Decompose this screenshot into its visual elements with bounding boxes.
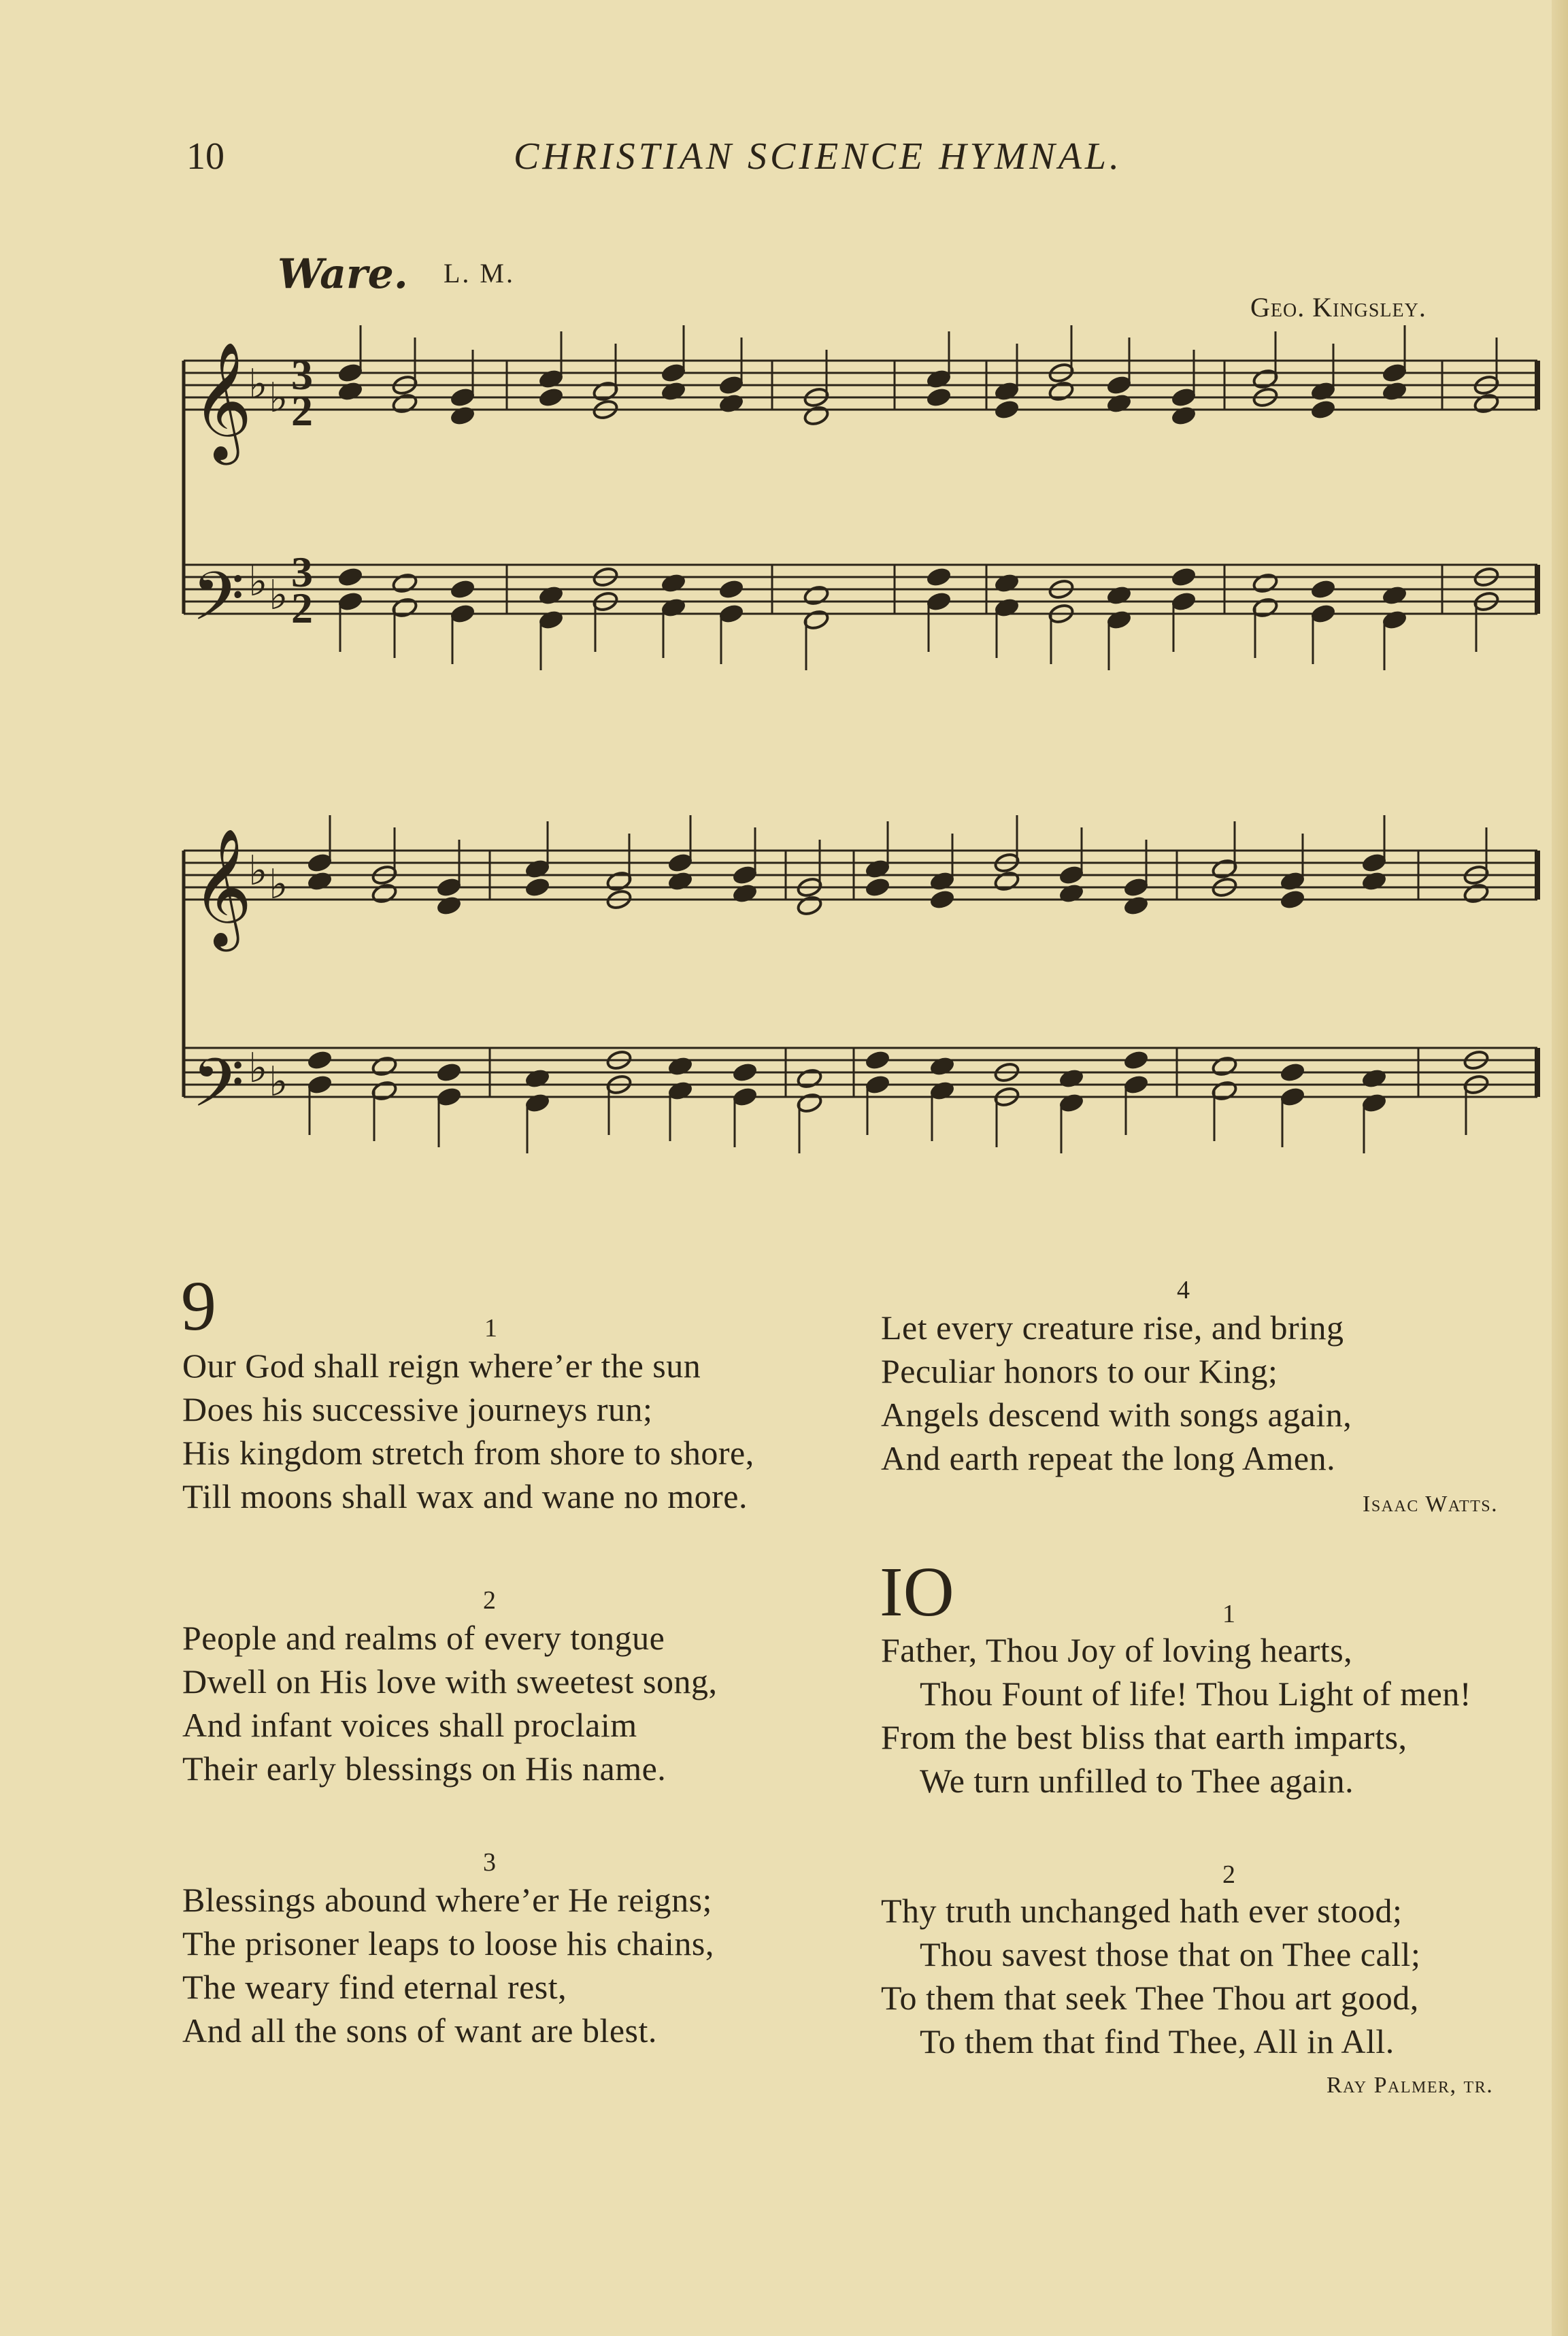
verse-number: 1	[1222, 1600, 1235, 1628]
verse-line: Angels descend with songs again,	[881, 1396, 1352, 1434]
verse-line: Thy truth unchanged hath ever stood;	[881, 1892, 1403, 1930]
note-head	[1310, 578, 1336, 600]
note-head	[435, 1062, 462, 1083]
note-head	[718, 393, 744, 414]
note-head	[660, 380, 686, 402]
note-head	[337, 380, 363, 402]
note-head	[449, 578, 476, 600]
running-title: CHRISTIAN SCIENCE HYMNAL.	[514, 135, 1123, 178]
time-sig-bottom-bass: 2	[291, 584, 313, 632]
note-head	[929, 1055, 955, 1077]
verse-line: To them that seek Thee Thou art good,	[881, 1979, 1419, 2017]
verse-line: Let every creature rise, and bring	[881, 1309, 1344, 1347]
svg-text:♭: ♭	[248, 1044, 268, 1092]
svg-text:♭: ♭	[248, 558, 268, 606]
note-head	[371, 1055, 397, 1077]
note-head	[803, 609, 829, 631]
hymn-number: IO	[880, 1553, 954, 1631]
svg-text:♭: ♭	[248, 361, 268, 408]
composer: Geo. Kingsley.	[1250, 292, 1427, 323]
verse-number: 3	[483, 1848, 496, 1877]
note-head	[925, 386, 952, 408]
note-head	[1252, 597, 1278, 619]
note-head	[371, 883, 397, 904]
note-head	[1122, 895, 1149, 917]
verse-line: The weary find eternal rest,	[182, 1968, 567, 2006]
note-head	[449, 405, 476, 427]
note-head	[1381, 380, 1407, 402]
note-head	[391, 572, 418, 594]
svg-text:♭: ♭	[269, 572, 288, 619]
note-head	[524, 1068, 550, 1089]
attribution: Ray Palmer, tr.	[1327, 2073, 1494, 2098]
svg-text:𝄢: 𝄢	[192, 1044, 245, 1139]
verse-line: Thou savest those that on Thee call;	[920, 1935, 1421, 1973]
verse-line: Till moons shall wax and wane no more.	[182, 1477, 748, 1515]
svg-text:♭: ♭	[269, 861, 288, 908]
note-head	[796, 1068, 822, 1089]
note-head	[1105, 585, 1132, 606]
note-head	[1252, 368, 1278, 390]
note-head	[667, 1055, 693, 1077]
verse-line: And infant voices shall proclaim	[182, 1706, 637, 1744]
svg-text:𝄞: 𝄞	[192, 342, 252, 460]
verse-line: Our God shall reign where’er the sun	[182, 1347, 701, 1385]
note-head	[718, 578, 744, 600]
note-head	[605, 870, 632, 892]
note-head	[1058, 1068, 1084, 1089]
note-head	[864, 876, 890, 898]
note-head	[524, 876, 550, 898]
note-head	[660, 572, 686, 594]
note-head	[929, 889, 955, 910]
note-head	[993, 870, 1020, 892]
note-head	[371, 1080, 397, 1102]
note-head	[1279, 889, 1305, 910]
verse-line: And all the sons of want are blest.	[182, 2011, 657, 2050]
meter: L. M.	[444, 258, 515, 289]
note-head	[667, 870, 693, 892]
note-head	[731, 883, 758, 904]
note-head	[1381, 585, 1407, 606]
verse-line: Dwell on His love with sweetest song,	[182, 1662, 718, 1700]
note-head	[731, 1062, 758, 1083]
note-head	[1310, 399, 1336, 421]
verse-number: 2	[1222, 1860, 1235, 1889]
verse-number: 4	[1177, 1276, 1190, 1304]
note-head	[796, 895, 822, 917]
svg-text:𝄞: 𝄞	[192, 828, 252, 947]
note-head	[1122, 1049, 1149, 1071]
verse-line: Peculiar honors to our King;	[881, 1352, 1278, 1390]
note-head	[1473, 393, 1499, 414]
verse-line: And earth repeat the long Amen.	[881, 1439, 1336, 1477]
verse-line: To them that find Thee, All in All.	[920, 2022, 1395, 2060]
note-head	[1048, 380, 1074, 402]
time-sig-bottom-treble: 2	[291, 386, 313, 435]
verse-number: 1	[484, 1314, 497, 1343]
note-head	[864, 1049, 890, 1071]
note-head	[803, 405, 829, 427]
note-head	[435, 895, 462, 917]
svg-text:♭: ♭	[269, 374, 288, 422]
note-head	[1058, 883, 1084, 904]
time-sig-top-treble: 3	[291, 350, 313, 399]
note-head	[1211, 1055, 1237, 1077]
verse-number: 2	[483, 1586, 496, 1615]
verse-line: The prisoner leaps to loose his chains,	[182, 1924, 714, 1962]
note-head	[925, 566, 952, 588]
tune-name: Ware.	[278, 250, 408, 298]
verse-line: Thou Fount of life! Thou Light of men!	[920, 1675, 1472, 1713]
note-head	[993, 572, 1020, 594]
verse-line: Father, Thou Joy of loving hearts,	[881, 1631, 1353, 1669]
svg-text:𝄢: 𝄢	[192, 558, 245, 653]
note-head	[391, 597, 418, 619]
note-head	[1170, 405, 1197, 427]
note-head	[1463, 883, 1489, 904]
note-head	[1170, 566, 1197, 588]
verse-line: People and realms of every tongue	[182, 1619, 665, 1657]
note-head	[306, 1049, 333, 1071]
note-head	[1361, 1068, 1387, 1089]
verse-line: Blessings abound where’er He reigns;	[182, 1881, 712, 1919]
hymn-number: 9	[181, 1267, 216, 1345]
svg-text:♭: ♭	[248, 847, 268, 895]
verse-line: Their early blessings on His name.	[182, 1749, 667, 1788]
note-head	[391, 393, 418, 414]
note-head	[1252, 572, 1278, 594]
attribution: Isaac Watts.	[1363, 1492, 1499, 1517]
note-head	[1211, 1080, 1237, 1102]
note-head	[306, 870, 333, 892]
note-head	[537, 386, 564, 408]
note-head	[1105, 393, 1132, 414]
note-head	[993, 399, 1020, 421]
page-number: 10	[186, 135, 224, 178]
note-head	[796, 1092, 822, 1114]
time-sig-top-bass: 3	[291, 548, 313, 596]
verse-line: From the best bliss that earth imparts,	[881, 1718, 1407, 1756]
note-head	[1279, 1062, 1305, 1083]
note-head	[592, 380, 618, 402]
note-head	[803, 585, 829, 606]
verse-line: Does his successive journeys run;	[182, 1390, 653, 1428]
note-head	[537, 585, 564, 606]
verse-line: His kingdom stretch from shore to shore,	[182, 1434, 754, 1472]
verse-line: We turn unfilled to Thee again.	[920, 1762, 1354, 1800]
note-head	[337, 566, 363, 588]
note-head	[1211, 858, 1237, 880]
note-head	[1361, 870, 1387, 892]
svg-text:♭: ♭	[269, 1058, 288, 1106]
